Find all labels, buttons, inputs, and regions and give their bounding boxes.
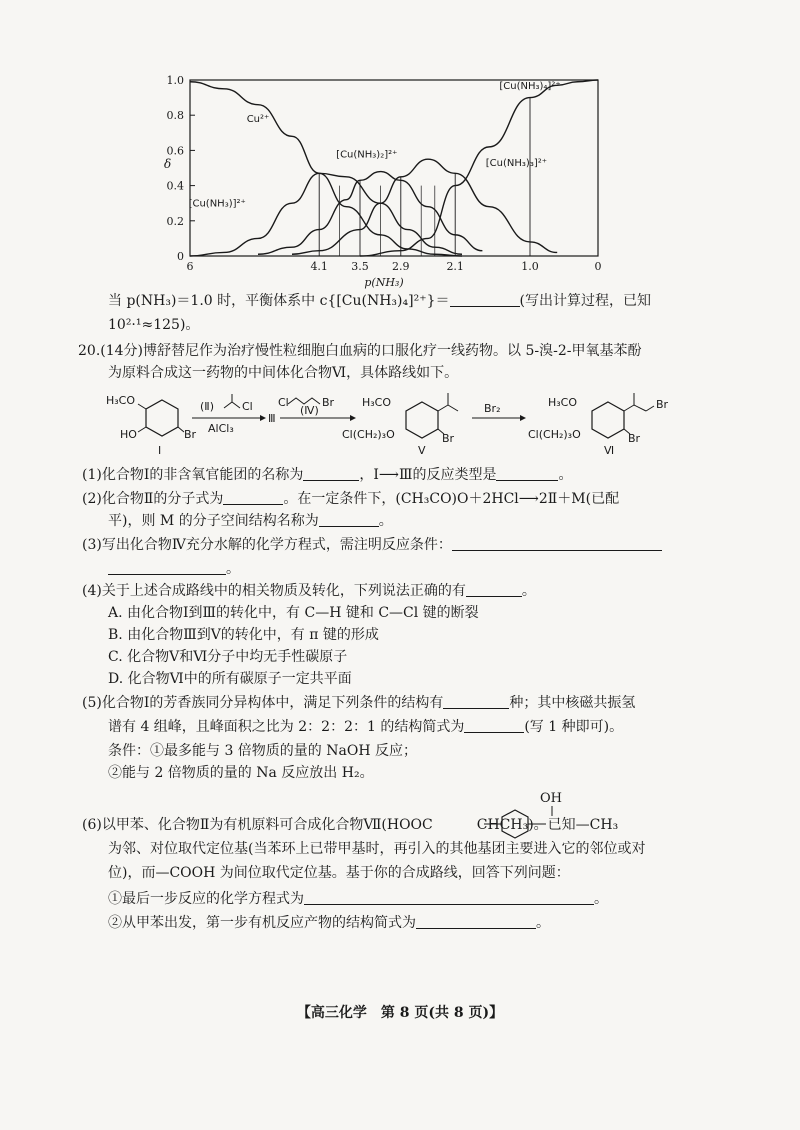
x-tick-label-5: 1.0 (521, 260, 539, 273)
q19-text1: 当 p(NH₃)＝1.0 时，平衡体系中 c{[Cu(NH₃)₄]²⁺}＝ (108, 293, 450, 309)
q20-part5b (108, 718, 623, 736)
q20-part5 (82, 694, 635, 712)
p4-text: (4)关于上述合成路线中的相关物质及转化，下列说法正确的有 (82, 583, 466, 599)
series-line-4 (360, 80, 598, 256)
p4-end: 。 (521, 583, 536, 599)
c1-bromo: Br (184, 428, 197, 441)
p2-blank2 (319, 512, 379, 527)
p6-text: (6)以甲苯、化合物Ⅱ为有机原料可合成化合物Ⅶ(HOOC (82, 817, 433, 833)
reaction-scheme (100, 390, 700, 460)
p2-mid: 。在一定条件下，(CH₃CO)O＋2HCl⟶2Ⅱ＋M(已配 (283, 491, 620, 507)
p3-blank1 (452, 536, 662, 551)
p6-oh: OH (540, 791, 562, 806)
q20-part3 (82, 536, 662, 554)
p5-blank1 (443, 694, 509, 709)
p1-blank2 (496, 466, 558, 481)
reagent1-label: (Ⅱ) (200, 400, 214, 413)
compound-6 (528, 393, 669, 457)
reagent3: Br₂ (484, 402, 501, 415)
p6e-text: ②从甲苯出发，第一步有机反应产物的结构简式为 (108, 915, 416, 931)
c6-methoxy: H₃CO (548, 396, 578, 409)
x-tick-label-6: 0 (594, 260, 602, 273)
c1-label: Ⅰ (158, 444, 162, 457)
series-label-1: [Cu(NH₃)]²⁺ (188, 198, 246, 210)
p1-mid: ，Ⅰ⟶Ⅲ的反应类型是 (359, 467, 497, 483)
q19-line1 (108, 292, 651, 310)
p6e-blank (416, 914, 536, 929)
p1-blank1 (303, 466, 359, 481)
arrow-2 (278, 396, 356, 421)
q19-text1-end: (写出计算过程，已知 (519, 293, 651, 309)
c5-chloropropoxy: Cl(CH₂)₃O (342, 428, 395, 441)
p1-text: (1)化合物Ⅰ的非含氧官能团的名称为 (82, 467, 304, 483)
c5-bromo: Br (442, 432, 455, 445)
chart-svg (140, 70, 620, 290)
p5-mid: 种；其中核磁共振氢 (509, 695, 636, 711)
c5-methoxy: H₃CO (362, 396, 392, 409)
option-b: B. 由化合物Ⅲ到Ⅴ的转化中，有 π 键的形成 (108, 627, 379, 643)
q20-part6c: 位)，而—COOH 为间位取代定位基。基于你的合成路线，回答下列问题： (108, 865, 570, 881)
q20-part6b: 为邻、对位取代定位基(当苯环上已带甲基时，再引入的其他基团主要进入它的邻位或对 (108, 841, 646, 857)
q20-intro1: 20.(14分)博舒替尼作为治疗慢性粒细胞白血病的口服化疗一线药物。以 5-溴-2-甲氧基苯酚 (78, 343, 642, 359)
option-d: D. 化合物Ⅵ中的所有碳原子一定共平面 (108, 671, 352, 687)
q20-part4 (82, 582, 536, 600)
p1-end: 。 (558, 467, 573, 483)
c5-label: Ⅴ (418, 444, 426, 457)
p2-blank1 (223, 490, 283, 505)
p3-end: 。 (226, 561, 240, 577)
q20-part5c: 条件：①最多能与 3 倍物质的量的 NaOH 反应； (108, 743, 417, 759)
y-tick-label-5: 1.0 (166, 74, 184, 87)
page-footer: 【高三化学 第 8 页(共 8 页)】 (296, 1005, 504, 1021)
arrow-3 (472, 402, 526, 421)
q19-blank (450, 292, 520, 307)
series-label-0: Cu²⁺ (246, 114, 270, 126)
p5b-text: 谱有 4 组峰，且峰面积之比为 2：2：2：1 的结构简式为 (108, 719, 465, 735)
q20-part6e (108, 914, 550, 932)
p6-mid: CHCH₃)。已知—CH₃ (476, 817, 619, 833)
series-label-2: [Cu(NH₃)₂]²⁺ (336, 149, 398, 161)
y-tick-label-3: 0.6 (166, 144, 184, 158)
distribution-chart (140, 70, 620, 290)
y-tick-label-2: 0.4 (166, 179, 184, 193)
y-tick-label-0: 0 (177, 250, 184, 263)
reagent1-cl: Cl (242, 400, 253, 413)
q19-line2: 10²·¹≈125)。 (108, 317, 200, 333)
p6e-end: 。 (536, 915, 550, 931)
p5-text: (5)化合物Ⅰ的芳香族同分异构体中，满足下列条件的结构有 (82, 695, 444, 711)
q20-part2 (82, 490, 619, 508)
q20-part1 (82, 466, 572, 484)
arrow-1 (192, 394, 266, 435)
p6d-blank (304, 890, 594, 905)
q20-intro2: 为原料合成这一药物的中间体化合物Ⅵ，具体路线如下。 (108, 365, 459, 381)
p4-blank (466, 582, 522, 597)
reagent2-cl: Cl (278, 396, 289, 409)
c1-methoxy: H₃CO (106, 394, 136, 407)
c6-bromo: Br (628, 432, 641, 445)
y-tick-label-1: 0.2 (166, 214, 184, 228)
option-a: A. 由化合物Ⅰ到Ⅲ的转化中，有 C—H 键和 C—Cl 键的断裂 (108, 605, 479, 621)
c6-label: Ⅵ (604, 444, 615, 457)
p2b-text: 平)，则 M 的分子空间结构名称为 (108, 513, 319, 529)
option-c: C. 化合物Ⅴ和Ⅵ分子中均无手性碳原子 (108, 649, 348, 665)
c6-bromo2: Br (656, 398, 669, 411)
p3-blank2 (108, 560, 226, 575)
reagent2-br: Br (322, 396, 335, 409)
reagent2-label: (Ⅳ) (300, 404, 319, 417)
p3-text: (3)写出化合物Ⅳ充分水解的化学方程式，需注明反应条件： (82, 537, 452, 553)
q20-part6d (108, 890, 608, 908)
y-tick-label-4: 0.8 (166, 109, 184, 123)
c1-hydroxy: HO (120, 428, 137, 441)
c6-chloropropoxy: Cl(CH₂)₃O (528, 428, 581, 441)
series-line-2 (258, 172, 482, 255)
x-tick-label-0: 6 (186, 260, 194, 273)
q20-part5d: ②能与 2 倍物质的量的 Na 反应放出 H₂。 (108, 765, 374, 781)
y-axis-label: δ (164, 157, 172, 171)
q20-part2b (108, 512, 393, 530)
series-label-3: [Cu(NH₃)₃]²⁺ (485, 158, 548, 170)
q20-part3b (108, 560, 240, 578)
x-tick-label-4: 2.1 (446, 260, 464, 273)
compound-1 (106, 394, 197, 457)
x-tick-label-1: 4.1 (310, 260, 328, 273)
reagent1-catalyst: AlCl₃ (208, 422, 234, 435)
x-axis-label: p(NH₃) (364, 276, 404, 289)
p5-blank2 (464, 718, 524, 733)
series-label-4: [Cu(NH₃)₄]²⁺ (499, 80, 561, 92)
x-tick-label-2: 3.5 (351, 260, 369, 273)
p6d-text: ①最后一步反应的化学方程式为 (108, 891, 304, 907)
compound-3: Ⅲ (268, 412, 276, 425)
x-tick-label-3: 2.9 (392, 260, 410, 273)
p2b-end: 。 (378, 513, 393, 529)
q20-part6 (82, 816, 618, 834)
p5b-end: (写 1 种即可)。 (524, 719, 624, 735)
p2-text: (2)化合物Ⅱ的分子式为 (82, 491, 224, 507)
compound-5 (342, 393, 458, 457)
p6d-end: 。 (594, 891, 608, 907)
